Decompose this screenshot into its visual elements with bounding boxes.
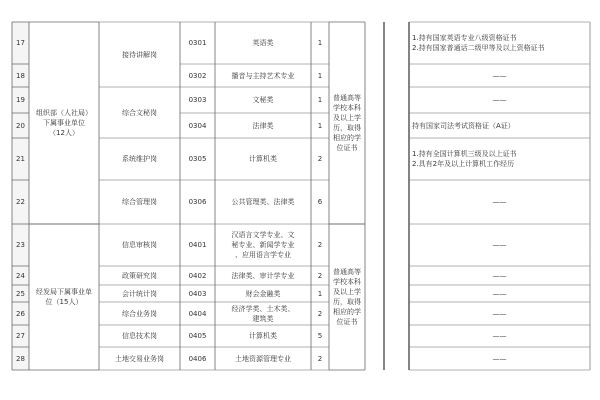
requirement-cell: —— [492,71,507,80]
position-code-cell: 0401 [188,241,207,249]
headcount-cell: 2 [317,354,323,363]
requirement-cell: —— [492,198,507,206]
education-cell: 普通高等 学校本科 及以上学 历，取得 相应的学 位证书 [333,94,361,152]
row-number: 25 [16,289,25,298]
headcount-cell: 2 [317,241,323,249]
position-code-cell: 0402 [188,271,207,280]
requirement-cell: —— [492,309,507,318]
position-code-cell: 0404 [188,309,207,318]
headcount-cell: 2 [317,309,323,318]
position-cell: 土地交易业务岗 [115,354,164,363]
row-number: 24 [16,271,25,280]
requirement-cell: —— [492,354,507,363]
major-cell: 汉语言文学专业、文 秘专业、新闻学专业 、应用语言学专业 [231,231,295,259]
major-cell: 法律类 [252,121,274,130]
requirement-cell: 持有国家司法考试资格证（A证） [412,121,515,130]
headcount-cell: 2 [317,271,323,280]
position-code-cell: 0306 [188,198,207,206]
row-number: 28 [16,354,25,363]
headcount-cell: 1 [317,71,323,80]
position-code-cell: 0305 [188,155,207,163]
major-cell: 英语类 [252,39,274,47]
major-cell: 文秘类 [252,96,274,104]
position-cell: 信息技术岗 [122,332,157,340]
headcount-cell: 1 [317,96,323,104]
requirement-cell: 1.持有全国计算机三级及以上证书 2.具有2年及以上计算机工作经历 [412,150,517,168]
position-cell: 综合业务岗 [122,309,157,318]
row-number: 18 [16,71,25,80]
major-cell: 公共管理类、法律类 [231,198,295,206]
row-number: 17 [16,39,25,47]
requirement-cell: —— [492,332,507,340]
row-number: 23 [16,241,25,249]
requirement-cell: —— [492,96,507,104]
requirement-cell: —— [492,241,507,249]
major-cell: 经济学类、土木类、 建筑类 [231,304,295,323]
position-code-cell: 0406 [188,354,207,363]
row-number: 22 [16,198,25,206]
position-code-cell: 0405 [188,332,207,340]
requirement-cell: 1.持有国家英语专业八级资格证书 2.持有国家普通话二级甲等及以上资格证书 [412,34,545,52]
position-cell: 综合管理岗 [122,198,157,206]
position-cell: 系统维护岗 [122,155,157,163]
headcount-cell: 2 [317,155,323,163]
position-cell: 综合文秘岗 [122,108,157,117]
major-cell: 土地资源管理专业 [235,354,291,363]
row-number: 21 [16,155,25,163]
position-code-cell: 0301 [188,39,207,47]
row-number: 27 [16,332,25,340]
row-number: 19 [16,96,25,104]
education-cell: 普通高等 学校本科 及以上学 历，取得 相应的学 位证书 [333,268,361,326]
position-cell: 会计统计岗 [122,289,157,298]
headcount-cell: 6 [317,198,323,206]
major-cell: 财会金融类 [245,289,281,298]
row-number: 20 [16,121,25,130]
left-edge-fade [0,0,12,400]
headcount-cell: 1 [317,39,323,47]
requirement-cell: —— [492,289,507,298]
position-code-cell: 0304 [188,121,207,130]
position-code-cell: 0303 [188,96,207,104]
position-cell: 信息审核岗 [122,241,157,249]
major-cell: 计算机类 [249,155,277,163]
department-cell: 经发局下属事业单 位（15人） [36,288,92,306]
headcount-cell: 5 [317,332,323,340]
position-cell: 接待讲解岗 [122,50,157,59]
position-code-cell: 0302 [188,71,207,80]
headcount-cell: 1 [317,121,323,130]
requirement-cell: —— [492,271,507,280]
spacer-column [384,22,409,370]
major-cell: 法律类、审计学专业 [231,271,295,280]
position-cell: 政策研究岗 [122,271,157,280]
department-cell: 组织部（人社局） 下属事业单位 （12人） [36,109,92,137]
major-cell: 计算机类 [249,332,277,340]
position-code-cell: 0403 [188,289,207,298]
headcount-cell: 1 [317,289,323,298]
major-cell: 播音与主持艺术专业 [231,71,295,80]
row-number: 26 [16,309,25,318]
